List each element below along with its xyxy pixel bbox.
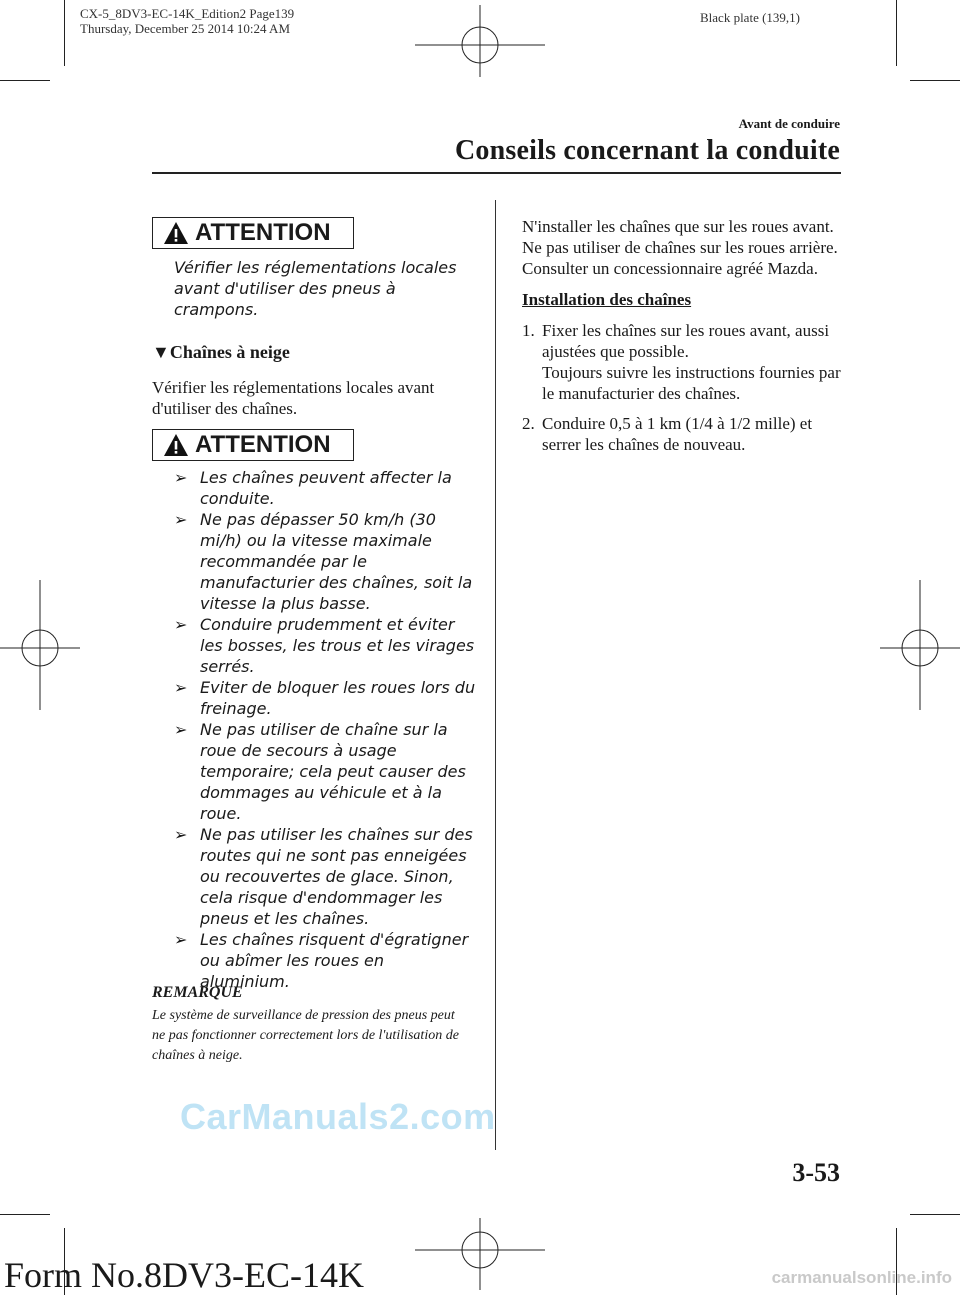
- crop-mark: [0, 80, 50, 81]
- list-item: [152, 677, 478, 719]
- arrow-bullet-icon: ➢: [174, 720, 188, 739]
- list-item: [152, 719, 478, 824]
- crop-mark: [910, 80, 960, 81]
- arrow-bullet-icon: ➢: [174, 468, 188, 487]
- warning-list: [152, 467, 478, 992]
- step-extra: Toujours suivre les instructions fournies par le manufacturier des chaînes.: [542, 363, 841, 403]
- list-item-text: Les chaînes risquent d'égratigner ou abîmer les roues en aluminium.: [200, 930, 469, 991]
- crop-mark: [64, 0, 65, 66]
- registration-mark-left: [0, 580, 80, 710]
- attention-text: Vérifier les réglementations locales avant d'utiliser des pneus à crampons.: [174, 258, 457, 319]
- arrow-bullet-icon: ➢: [174, 678, 188, 697]
- attention-box: [152, 217, 354, 249]
- list-item-text: Ne pas utiliser de chaîne sur la roue de secours à usage temporaire; cela peut causer des dommages au véhicule et à la roue.: [200, 720, 466, 823]
- heading-text: Chaînes à neige: [169, 342, 290, 362]
- watermark-logo: CarManuals2.com: [180, 1096, 496, 1137]
- arrow-bullet-icon: ➢: [174, 825, 188, 844]
- attention-label: ATTENTION: [195, 219, 331, 246]
- paragraph: N'installer les chaînes que sur les roues avant.: [522, 217, 834, 236]
- crop-mark: [0, 1214, 50, 1215]
- section-category: Avant de conduire: [738, 116, 840, 131]
- list-item-text: Conduire prudemment et éviter les bosses, les trous et les virages serrés.: [200, 615, 475, 676]
- registration-mark-bottom: [415, 1218, 545, 1290]
- plate-label: Black plate (139,1): [700, 10, 800, 25]
- section-heading: [152, 342, 290, 363]
- registration-mark-right: [880, 580, 960, 710]
- arrow-bullet-icon: ➢: [174, 930, 188, 949]
- form-number: Form No.8DV3-EC-14K: [4, 1255, 364, 1295]
- step-text: Fixer les chaînes sur les roues avant, aussi ajustées que possible.: [542, 321, 830, 361]
- attention-box: [152, 429, 354, 461]
- steps-list: [522, 320, 842, 455]
- header-rule: [152, 172, 841, 174]
- list-item-text: Les chaînes peuvent affecter la conduite.: [200, 468, 452, 508]
- step-number: 2.: [522, 414, 535, 433]
- list-item: [522, 413, 842, 455]
- list-item-text: Eviter de bloquer les roues lors du freinage.: [200, 678, 476, 718]
- step-text: Conduire 0,5 à 1 km (1/4 à 1/2 mille) et serrer les chaînes de nouveau.: [542, 414, 813, 454]
- list-item-text: Ne pas dépasser 50 km/h (30 mi/h) ou la vitesse maximale recommandée par le manufacturier des chaînes, soit la vitesse la plus basse.: [200, 510, 473, 613]
- crop-mark: [910, 1214, 960, 1215]
- page-number: 3-53: [792, 1158, 840, 1187]
- note-text: Le système de surveillance de pression des pneus peut ne pas fonctionner correctement lors de l'utilisation de chaînes à neige.: [152, 1008, 459, 1063]
- list-item: [152, 929, 478, 992]
- paragraph: Consulter un concessionnaire agréé Mazda.: [522, 259, 818, 278]
- heading-marker-icon: ▼: [152, 342, 170, 362]
- print-header-file: CX-5_8DV3-EC-14K_Edition2 Page139: [80, 6, 295, 21]
- intro-paragraph: Vérifier les réglementations locales avant d'utiliser des chaînes.: [152, 378, 435, 418]
- column-divider: [495, 200, 496, 1150]
- list-item: [522, 320, 842, 404]
- list-item: [152, 467, 478, 509]
- subheading: Installation des chaînes: [522, 290, 692, 309]
- watermark-url: carmanualsonline.info: [771, 1268, 952, 1287]
- list-item-text: Ne pas utiliser les chaînes sur des routes qui ne sont pas enneigées ou recouvertes de glace. Sinon, cela risque d'endommager les pneus et les chaînes.: [200, 825, 473, 928]
- list-item: [152, 824, 478, 929]
- page-title: Conseils concernant la conduite: [455, 135, 840, 166]
- warning-icon: [163, 432, 189, 458]
- list-item: [152, 614, 478, 677]
- crop-mark: [896, 0, 897, 66]
- registration-mark-top: [415, 5, 545, 77]
- arrow-bullet-icon: ➢: [174, 510, 188, 529]
- step-number: 1.: [522, 321, 535, 340]
- note-title: REMARQUE: [152, 984, 243, 1001]
- paragraph: Ne pas utiliser de chaînes sur les roues arrière.: [522, 238, 838, 257]
- attention-label: ATTENTION: [195, 431, 331, 458]
- list-item: [152, 509, 478, 614]
- warning-icon: [163, 220, 189, 246]
- arrow-bullet-icon: ➢: [174, 615, 188, 634]
- print-header-date: Thursday, December 25 2014 10:24 AM: [80, 21, 291, 36]
- print-header: [80, 6, 294, 36]
- right-column: [522, 216, 842, 464]
